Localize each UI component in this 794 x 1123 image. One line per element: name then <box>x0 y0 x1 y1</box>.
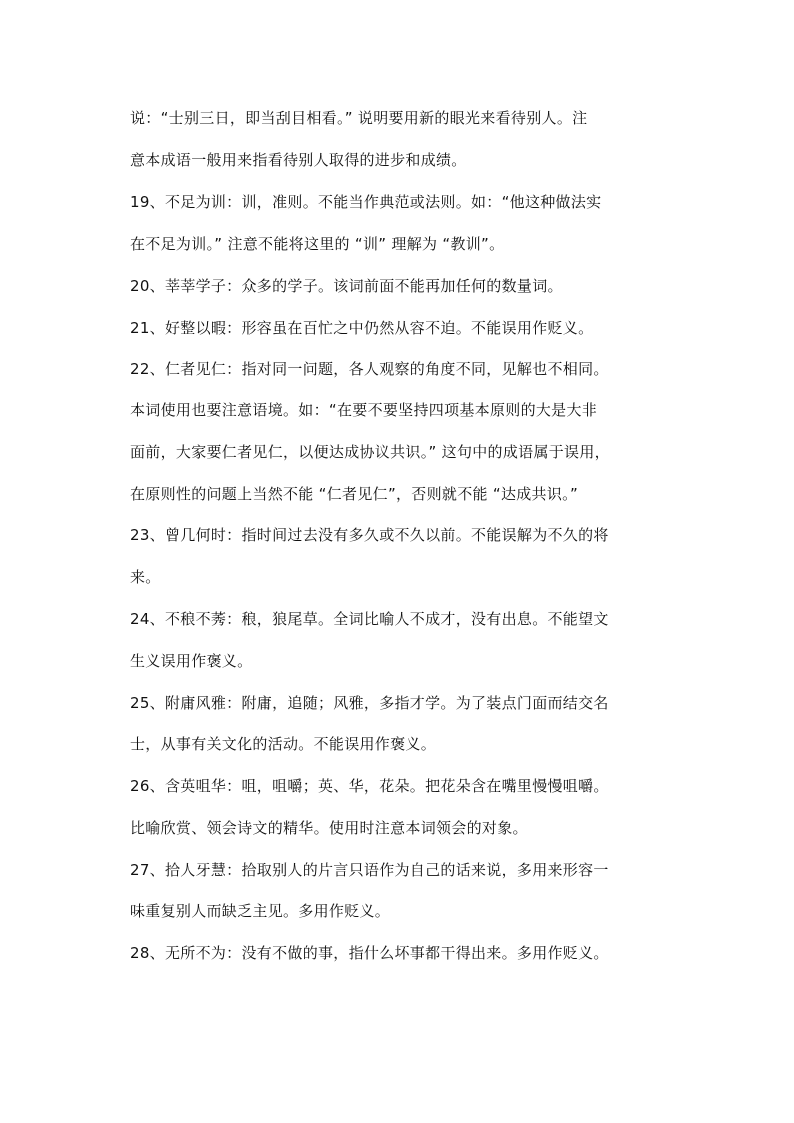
text-line: 说：“士别三日，即当刮目相看。” 说明要用新的眼光来看待别人。注 <box>130 109 588 127</box>
text-line: 在原则性的问题上当然不能 “仁者见仁”，否则就不能 “达成共识。” <box>130 485 579 503</box>
text-line: 25、附庸风雅：附庸，追随；风雅，多指才学。为了装点门面而结交名 <box>130 694 609 712</box>
text-line: 20、莘莘学子：众多的学子。该词前面不能再加任何的数量词。 <box>130 277 563 295</box>
text-line: 来。 <box>130 568 161 586</box>
text-line: 27、拾人牙慧：拾取别人的片言只语作为自己的话来说，多用来形容一 <box>130 861 609 879</box>
text-line: 比喻欣赏、领会诗文的精华。使用时注意本词领会的对象。 <box>130 819 528 837</box>
text-line: 味重复别人而缺乏主见。多用作贬义。 <box>130 902 391 920</box>
text-line: 23、曾几何时：指时间过去没有多久或不久以前。不能误解为不久的将 <box>130 526 609 544</box>
text-line: 在不足为训。” 注意不能将这里的 “训” 理解为 “教训”。 <box>130 235 505 253</box>
text-line: 24、不稂不莠：稂，狼尾草。全词比喻人不成才，没有出息。不能望文 <box>130 610 609 628</box>
text-line: 21、好整以暇：形容虽在百忙之中仍然从容不迫。不能误用作贬义。 <box>130 319 594 337</box>
text-line: 22、仁者见仁：指对同一问题，各人观察的角度不同，见解也不相同。 <box>130 360 609 378</box>
text-line: 意本成语一般用来指看待别人取得的进步和成绩。 <box>130 151 467 169</box>
text-line: 士，从事有关文化的活动。不能误用作褒义。 <box>130 735 437 753</box>
text-line: 26、含英咀华：咀，咀嚼；英、华，花朵。把花朵含在嘴里慢慢咀嚼。 <box>130 777 609 795</box>
text-line: 生义误用作褒义。 <box>130 652 253 670</box>
text-line: 面前，大家要仁者见仁，以便达成协议共识。” 这句中的成语属于误用， <box>130 443 610 461</box>
text-line: 本词使用也要注意语境。如：“在要不要坚持四项基本原则的大是大非 <box>130 401 598 419</box>
text-line: 19、不足为训：训，准则。不能当作典范或法则。如：“他这种做法实 <box>130 193 602 211</box>
text-line: 28、无所不为：没有不做的事，指什么坏事都干得出来。多用作贬义。 <box>130 944 609 962</box>
